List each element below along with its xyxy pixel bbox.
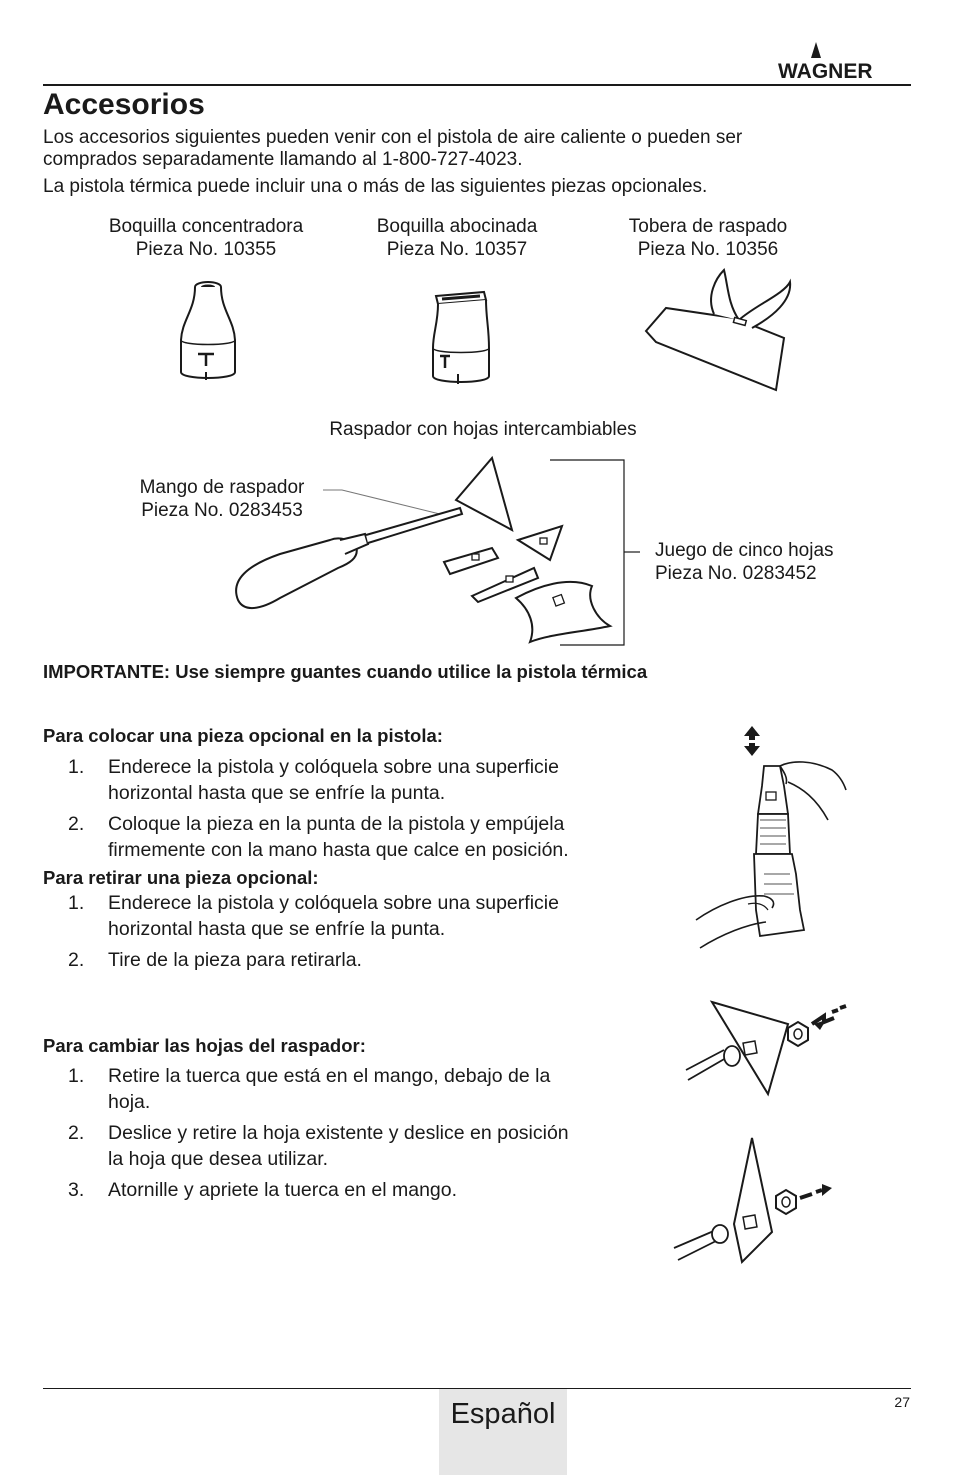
blades-part-number: Pieza No. 0283452 bbox=[655, 563, 817, 584]
step-text bbox=[108, 947, 648, 973]
part-number: Pieza No. 10355 bbox=[135, 239, 277, 260]
step-line: Enderece la pistola y colóquela sobre una superficie bbox=[108, 892, 559, 914]
part-name: Boquilla concentradora bbox=[108, 216, 304, 237]
part-caption-flared bbox=[352, 215, 562, 261]
intro-line-2: comprados separadamente llamando al 1-800-727-4023. bbox=[43, 149, 523, 170]
part-number: Pieza No. 10356 bbox=[637, 239, 779, 260]
step-text bbox=[108, 1177, 648, 1203]
intro-line-1: Los accesorios siguientes pueden venir con el pistola de aire caliente o pueden ser bbox=[43, 127, 743, 148]
blade-removal-illustration bbox=[684, 998, 854, 1098]
step-line: horizontal hasta que se enfríe la punta. bbox=[108, 918, 446, 940]
part-caption-scraper-nozzle bbox=[604, 215, 812, 261]
step-text bbox=[108, 811, 648, 863]
step-line: horizontal hasta que se enfríe la punta. bbox=[108, 782, 446, 804]
step-number: 2. bbox=[68, 1122, 85, 1144]
handle-name: Mango de raspador bbox=[139, 477, 305, 498]
heat-gun-attach-illustration bbox=[692, 724, 852, 954]
blade-install-illustration bbox=[672, 1136, 842, 1266]
step-line: Retire la tuerca que está en el mango, debajo de la bbox=[108, 1065, 551, 1087]
flared-nozzle-illustration bbox=[428, 288, 492, 388]
scraper-nozzle-illustration bbox=[644, 266, 794, 396]
page-title: Accesorios bbox=[43, 88, 205, 121]
step-line: Atornille y apriete la tuerca en el mango. bbox=[108, 1179, 458, 1201]
step-line: hoja. bbox=[108, 1091, 151, 1113]
part-caption-concentrator bbox=[86, 215, 326, 261]
blades-caption bbox=[655, 539, 895, 585]
step-number: 3. bbox=[68, 1179, 85, 1201]
part-name: Boquilla abocinada bbox=[376, 216, 538, 237]
blades-name: Juego de cinco hojas bbox=[655, 540, 834, 561]
step-text bbox=[108, 1063, 648, 1115]
important-note: IMPORTANTE: Use siempre guantes cuando utilice la pistola térmica bbox=[43, 661, 648, 682]
scraper-title: Raspador con hojas intercambiables bbox=[329, 419, 637, 440]
language-label: Español bbox=[450, 1398, 556, 1430]
step-line: Deslice y retire la hoja existente y deslice en posición bbox=[108, 1122, 569, 1144]
step-text bbox=[108, 1120, 648, 1172]
step-line: la hoja que desea utilizar. bbox=[108, 1148, 329, 1170]
header-rule bbox=[43, 84, 911, 86]
remove-heading: Para retirar una pieza opcional: bbox=[43, 867, 319, 888]
step-line: Tire de la pieza para retirarla. bbox=[108, 949, 362, 971]
step-number: 2. bbox=[68, 949, 85, 971]
step-text bbox=[108, 754, 648, 806]
step-line: firmemente con la mano hasta que calce en posición. bbox=[108, 839, 569, 861]
intro-line-3: La pistola térmica puede incluir una o más de las siguientes piezas opcionales. bbox=[43, 176, 708, 197]
concentrator-nozzle-illustration bbox=[176, 280, 240, 386]
scraper-set-illustration bbox=[220, 450, 660, 650]
page-number: 27 bbox=[894, 1394, 910, 1410]
handle-part-number: Pieza No. 0283453 bbox=[141, 500, 303, 521]
step-text bbox=[108, 890, 648, 942]
step-number: 1. bbox=[68, 1065, 85, 1087]
change-heading: Para cambiar las hojas del raspador: bbox=[43, 1035, 366, 1056]
step-number: 2. bbox=[68, 813, 85, 835]
step-line: Coloque la pieza en la punta de la pistola y empújela bbox=[108, 813, 565, 835]
part-number: Pieza No. 10357 bbox=[386, 239, 528, 260]
step-line: Enderece la pistola y colóquela sobre una superficie bbox=[108, 756, 559, 778]
brand-text: WAGNER bbox=[778, 60, 873, 83]
step-number: 1. bbox=[68, 756, 85, 778]
step-number: 1. bbox=[68, 892, 85, 914]
attach-heading: Para colocar una pieza opcional en la pistola: bbox=[43, 725, 443, 746]
wagner-logo bbox=[778, 40, 912, 84]
part-name: Tobera de raspado bbox=[628, 216, 788, 237]
